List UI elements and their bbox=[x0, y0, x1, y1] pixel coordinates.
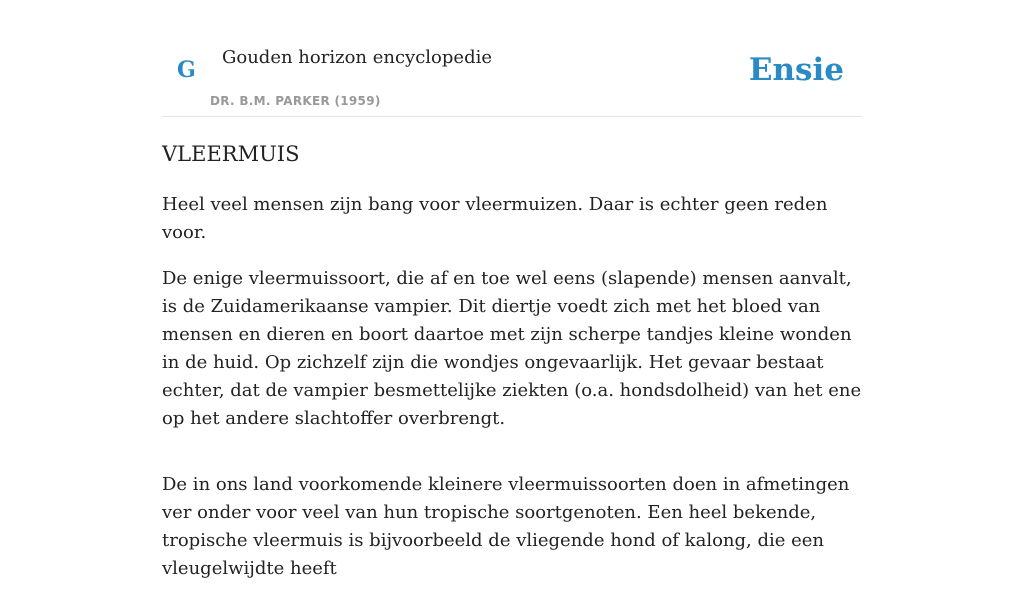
article-paragraph: De in ons land voorkomende kleinere vleermuissoorten doen in afmetingen ver onder voor veel van hun tropische soortgenoten. Een heel bekende, tropische vleermuis is bijvoorbeeld de vliegende hond of kalong, die een vleugelwijdte heeft bbox=[162, 474, 850, 579]
article-paragraph: De enige vleermuissoort, die af en toe wel eens (slapende) mensen aanvalt, is de Zuidamerikaanse vampier. Dit diertje voedt zich met het bloed van mensen en dieren en boort daartoe met zijn scherpe tandjes kleine wonden in de huid. Op zichzelf zijn die wondjes ongevaarlijk. Het gevaar bestaat echter, dat de vampier besmettelijke ziekten (o.a. hondsdolheid) van het ene op het andere slachtoffer overbrengt. bbox=[162, 268, 862, 429]
book-author: DR. B.M. PARKER (1959) bbox=[210, 94, 381, 108]
article-title: VLEERMUIS bbox=[162, 142, 300, 166]
article-body bbox=[162, 191, 862, 583]
article bbox=[162, 138, 862, 601]
book-title[interactable]: Gouden horizon encyclopedie bbox=[222, 47, 492, 68]
article-paragraph: Heel veel mensen zijn bang voor vleermuizen. Daar is echter geen reden voor. bbox=[162, 194, 828, 243]
ensie-logo[interactable]: Ensie bbox=[748, 52, 844, 88]
header bbox=[162, 0, 862, 117]
book-icon[interactable]: G bbox=[177, 57, 196, 83]
